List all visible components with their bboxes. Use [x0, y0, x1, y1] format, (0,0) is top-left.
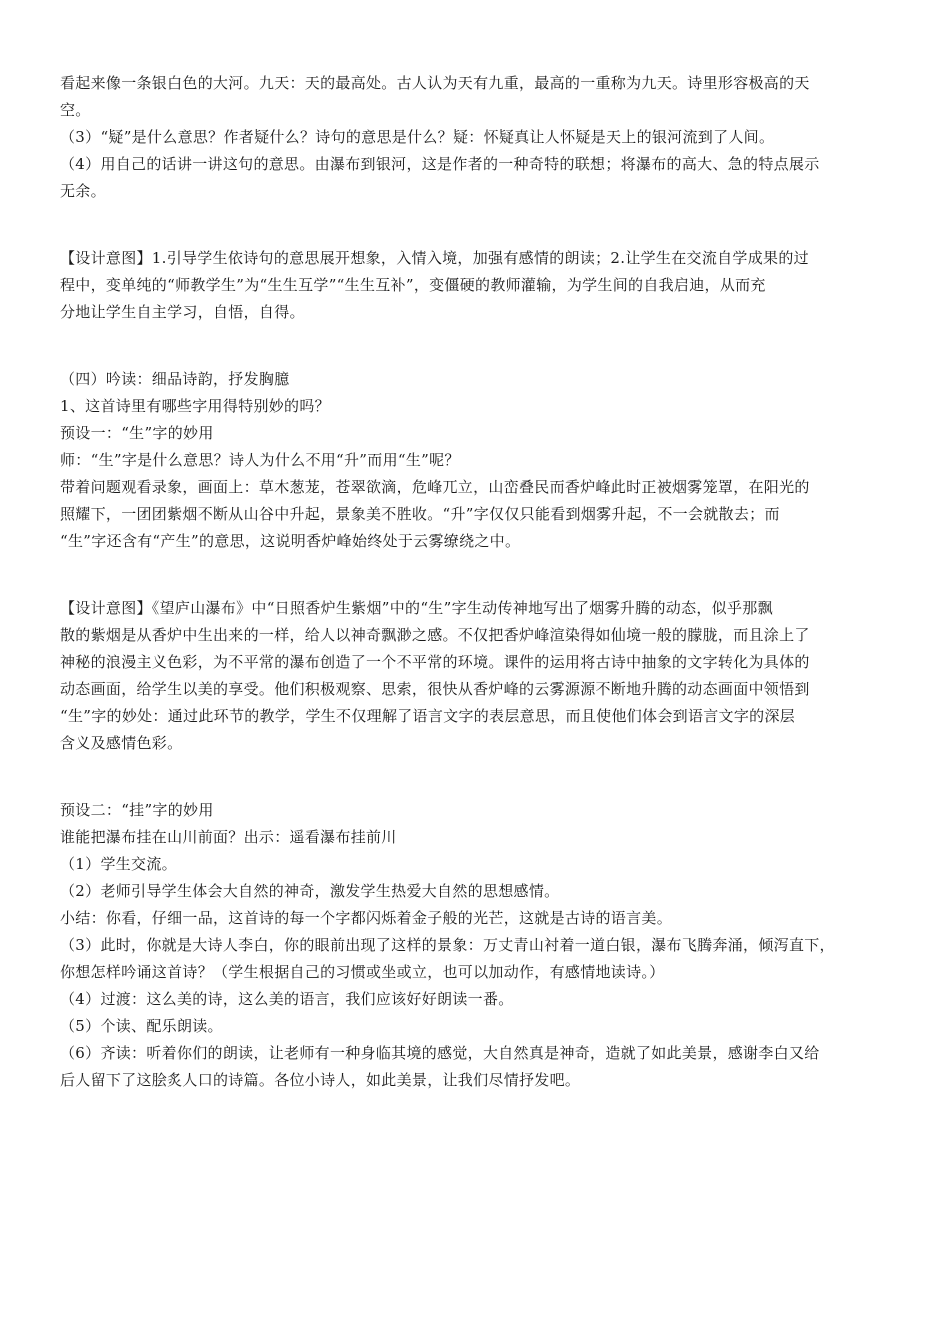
paragraph-gua-character	[60, 797, 890, 1094]
text-line: 你想怎样吟诵这首诗？（学生根据自己的习惯或坐或立，也可以加动作，有感情地读诗。）	[60, 963, 665, 981]
text-line: 神秘的浪漫主义色彩，为不平常的瀑布创造了一个不平常的环境。课件的运用将古诗中抽象的文字转化为具体的	[60, 653, 810, 671]
text-line: “生”字的妙处：通过此环节的教学，学生不仅理解了语言文字的表层意思，而且使他们体会到语言文字的深层	[60, 707, 796, 725]
text-line: 谁能把瀑布挂在山川前面？出示：遥看瀑布挂前川	[60, 828, 397, 846]
text-line: （6）齐读：听着你们的朗读，让老师有一种身临其境的感觉，大自然真是神奇，造就了如此美景，感谢李白又给	[60, 1044, 820, 1062]
text-line: 散的紫烟是从香炉中生出来的一样，给人以神奇飘渺之感。不仅把香炉峰渲染得如仙境一般的朦胧，而且涂上了	[60, 626, 810, 644]
text-line: （4）用自己的话讲一讲这句的意思。由瀑布到银河，这是作者的一种奇特的联想；将瀑布的高大、急的特点展示	[60, 155, 820, 173]
text-line: 照耀下，一团团紫烟不断从山谷中升起，景象美不胜收。“升”字仅仅只能看到烟雾升起，不一会就散去；而	[60, 505, 780, 523]
paragraph-gap	[60, 326, 890, 366]
text-line: 动态画面，给学生以美的享受。他们积极观察、思索，很快从香炉峰的云雾源源不断地升腾的动态画面中领悟到	[60, 680, 810, 698]
text-line: 程中，变单纯的“师教学生”为“生生互学”“生生互补”，变僵硬的教师灌输，为学生间的自我启迪，从而充	[60, 276, 766, 294]
text-line: （3）此时，你就是大诗人李白，你的眼前出现了这样的景象：万丈青山衬着一道白银，瀑布飞腾奔涌，倾泻直下，	[60, 936, 835, 954]
section-heading: （四）吟读：细品诗韵，抒发胸臆	[60, 370, 290, 388]
paragraph-recitation	[60, 366, 890, 555]
text-line: 看起来像一条银白色的大河。九天：天的最高处。古人认为天有九重，最高的一重称为九天。诗里形容极高的天	[60, 74, 810, 92]
text-line: 含义及感情色彩。	[60, 734, 183, 752]
text-line: 预设二：“挂”字的妙用	[60, 801, 214, 819]
text-line: 师：“生”字是什么意思？诗人为什么不用“升”而用“生”呢？	[60, 451, 460, 469]
text-line: 后人留下了这脍炙人口的诗篇。各位小诗人，如此美景，让我们尽情抒发吧。	[60, 1071, 581, 1089]
paragraph-gap	[60, 555, 890, 595]
text-line: 无余。	[60, 182, 106, 200]
paragraph-design-intent-1	[60, 245, 890, 326]
text-line: 【设计意图】1.引导学生依诗句的意思展开想象，入情入境，加强有感情的朗读；2.让学生在交流自学成果的过	[60, 249, 809, 267]
paragraph-gap	[60, 205, 890, 245]
text-line: 分地让学生自主学习，自悟，自得。	[60, 303, 305, 321]
text-line: （2）老师引导学生体会大自然的神奇，激发学生热爱大自然的思想感情。	[60, 882, 560, 900]
text-line: （4）过渡：这么美的诗，这么美的语言，我们应该好好朗读一番。	[60, 990, 514, 1008]
text-line: 小结：你看，仔细一品，这首诗的每一个字都闪烁着金子般的光芒，这就是古诗的语言美。	[60, 909, 673, 927]
paragraph-gap	[60, 757, 890, 797]
text-line: 空。	[60, 101, 91, 119]
text-line: 带着问题观看录象，画面上：草木葱茏，苍翠欲滴，危峰兀立，山峦叠民而香炉峰此时正被烟雾笼罩，在阳光的	[60, 478, 810, 496]
text-line: （5）个读、配乐朗读。	[60, 1017, 223, 1035]
document-page	[60, 70, 890, 1094]
text-line: （1）学生交流。	[60, 855, 177, 873]
text-line: “生”字还含有“产生”的意思，这说明香炉峰始终处于云雾缭绕之中。	[60, 532, 521, 550]
text-line: 预设一：“生”字的妙用	[60, 424, 214, 442]
paragraph-explanation	[60, 70, 890, 205]
paragraph-design-intent-2	[60, 595, 890, 757]
text-line: 【设计意图】《望庐山瀑布》中“日照香炉生紫烟”中的“生”字生动传神地写出了烟雾升腾的动态，似乎那飘	[60, 599, 773, 617]
text-line: 1、这首诗里有哪些字用得特别妙的吗？	[60, 397, 330, 415]
text-line: （3）“疑”是什么意思？作者疑什么？诗句的意思是什么？疑：怀疑真让人怀疑是天上的银河流到了人间。	[60, 128, 775, 146]
